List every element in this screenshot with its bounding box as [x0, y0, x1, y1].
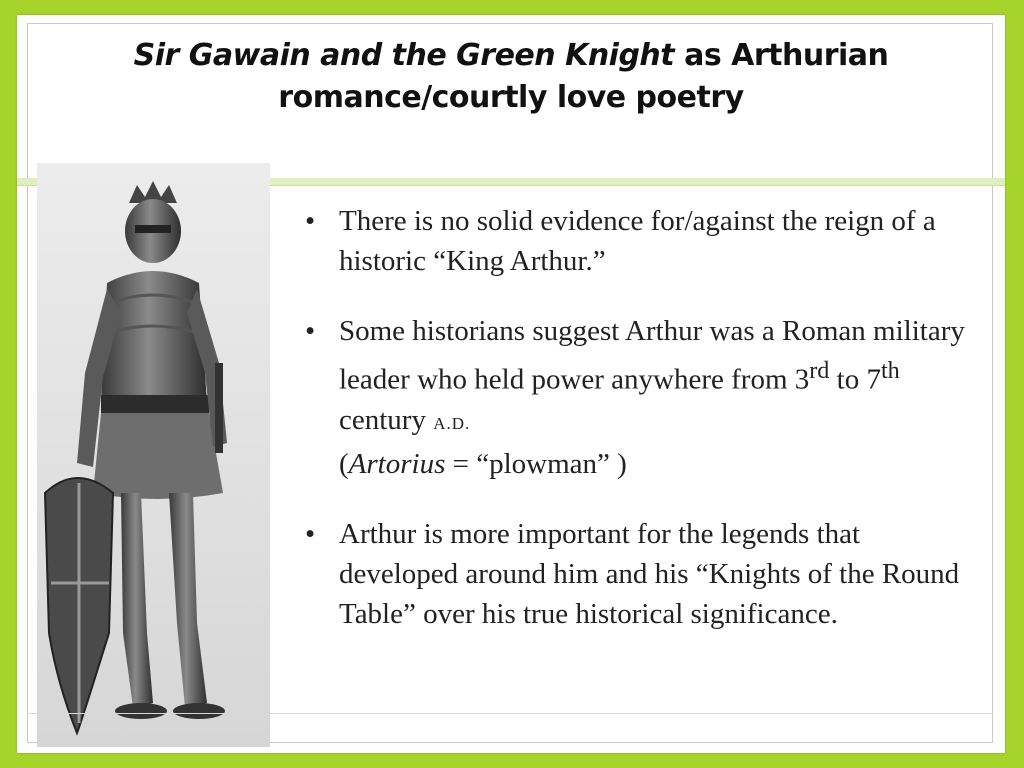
bullet-2-sup-rd: rd: [809, 357, 830, 384]
bullet-2-sup-th: th: [880, 357, 900, 384]
bullet-2-paren-close: ): [609, 447, 627, 480]
slide: [17, 15, 1005, 753]
bullet-item-2: [293, 311, 983, 484]
bullet-item-3: [293, 514, 983, 634]
bullet-2-quote: “plowman”: [476, 447, 610, 480]
bullet-2-equals: =: [445, 447, 477, 480]
title-line-2: romance/courtly love poetry: [278, 80, 744, 115]
bullet-2-era: A.D.: [433, 413, 471, 433]
bullet-2-text-b: to 7: [829, 363, 881, 396]
title-rest: as Arthurian: [674, 38, 889, 73]
bullet-item-1: [293, 201, 983, 281]
bullet-3-text-b: over his true historical significance.: [415, 597, 838, 630]
statue-illustration: [37, 163, 270, 747]
bullet-3-text-a: Arthur is more important for the legends that developed around him and his: [339, 517, 861, 590]
bullet-list: [293, 201, 983, 664]
bullet-2-paren-open: (: [339, 447, 349, 480]
title-italic: Sir Gawain and the Green Knight: [133, 38, 675, 73]
bullet-2-artorius: Artorius: [348, 447, 446, 480]
bullet-2-text-c: century: [339, 403, 434, 436]
bullet-2-text-a: Some historians suggest Arthur was a Roman military leader who held power anywhere from 3: [339, 315, 965, 396]
slide-title: [17, 35, 1005, 119]
footer-rule: [27, 713, 993, 714]
king-arthur-statue-image: [37, 163, 270, 747]
bullet-3-quote: “Knights of the Round Table”: [339, 557, 960, 630]
bullet-1-text: There is no solid evidence for/against the reign of a historic: [339, 205, 936, 277]
bullet-1-quote: “King Arthur.”: [433, 245, 606, 277]
